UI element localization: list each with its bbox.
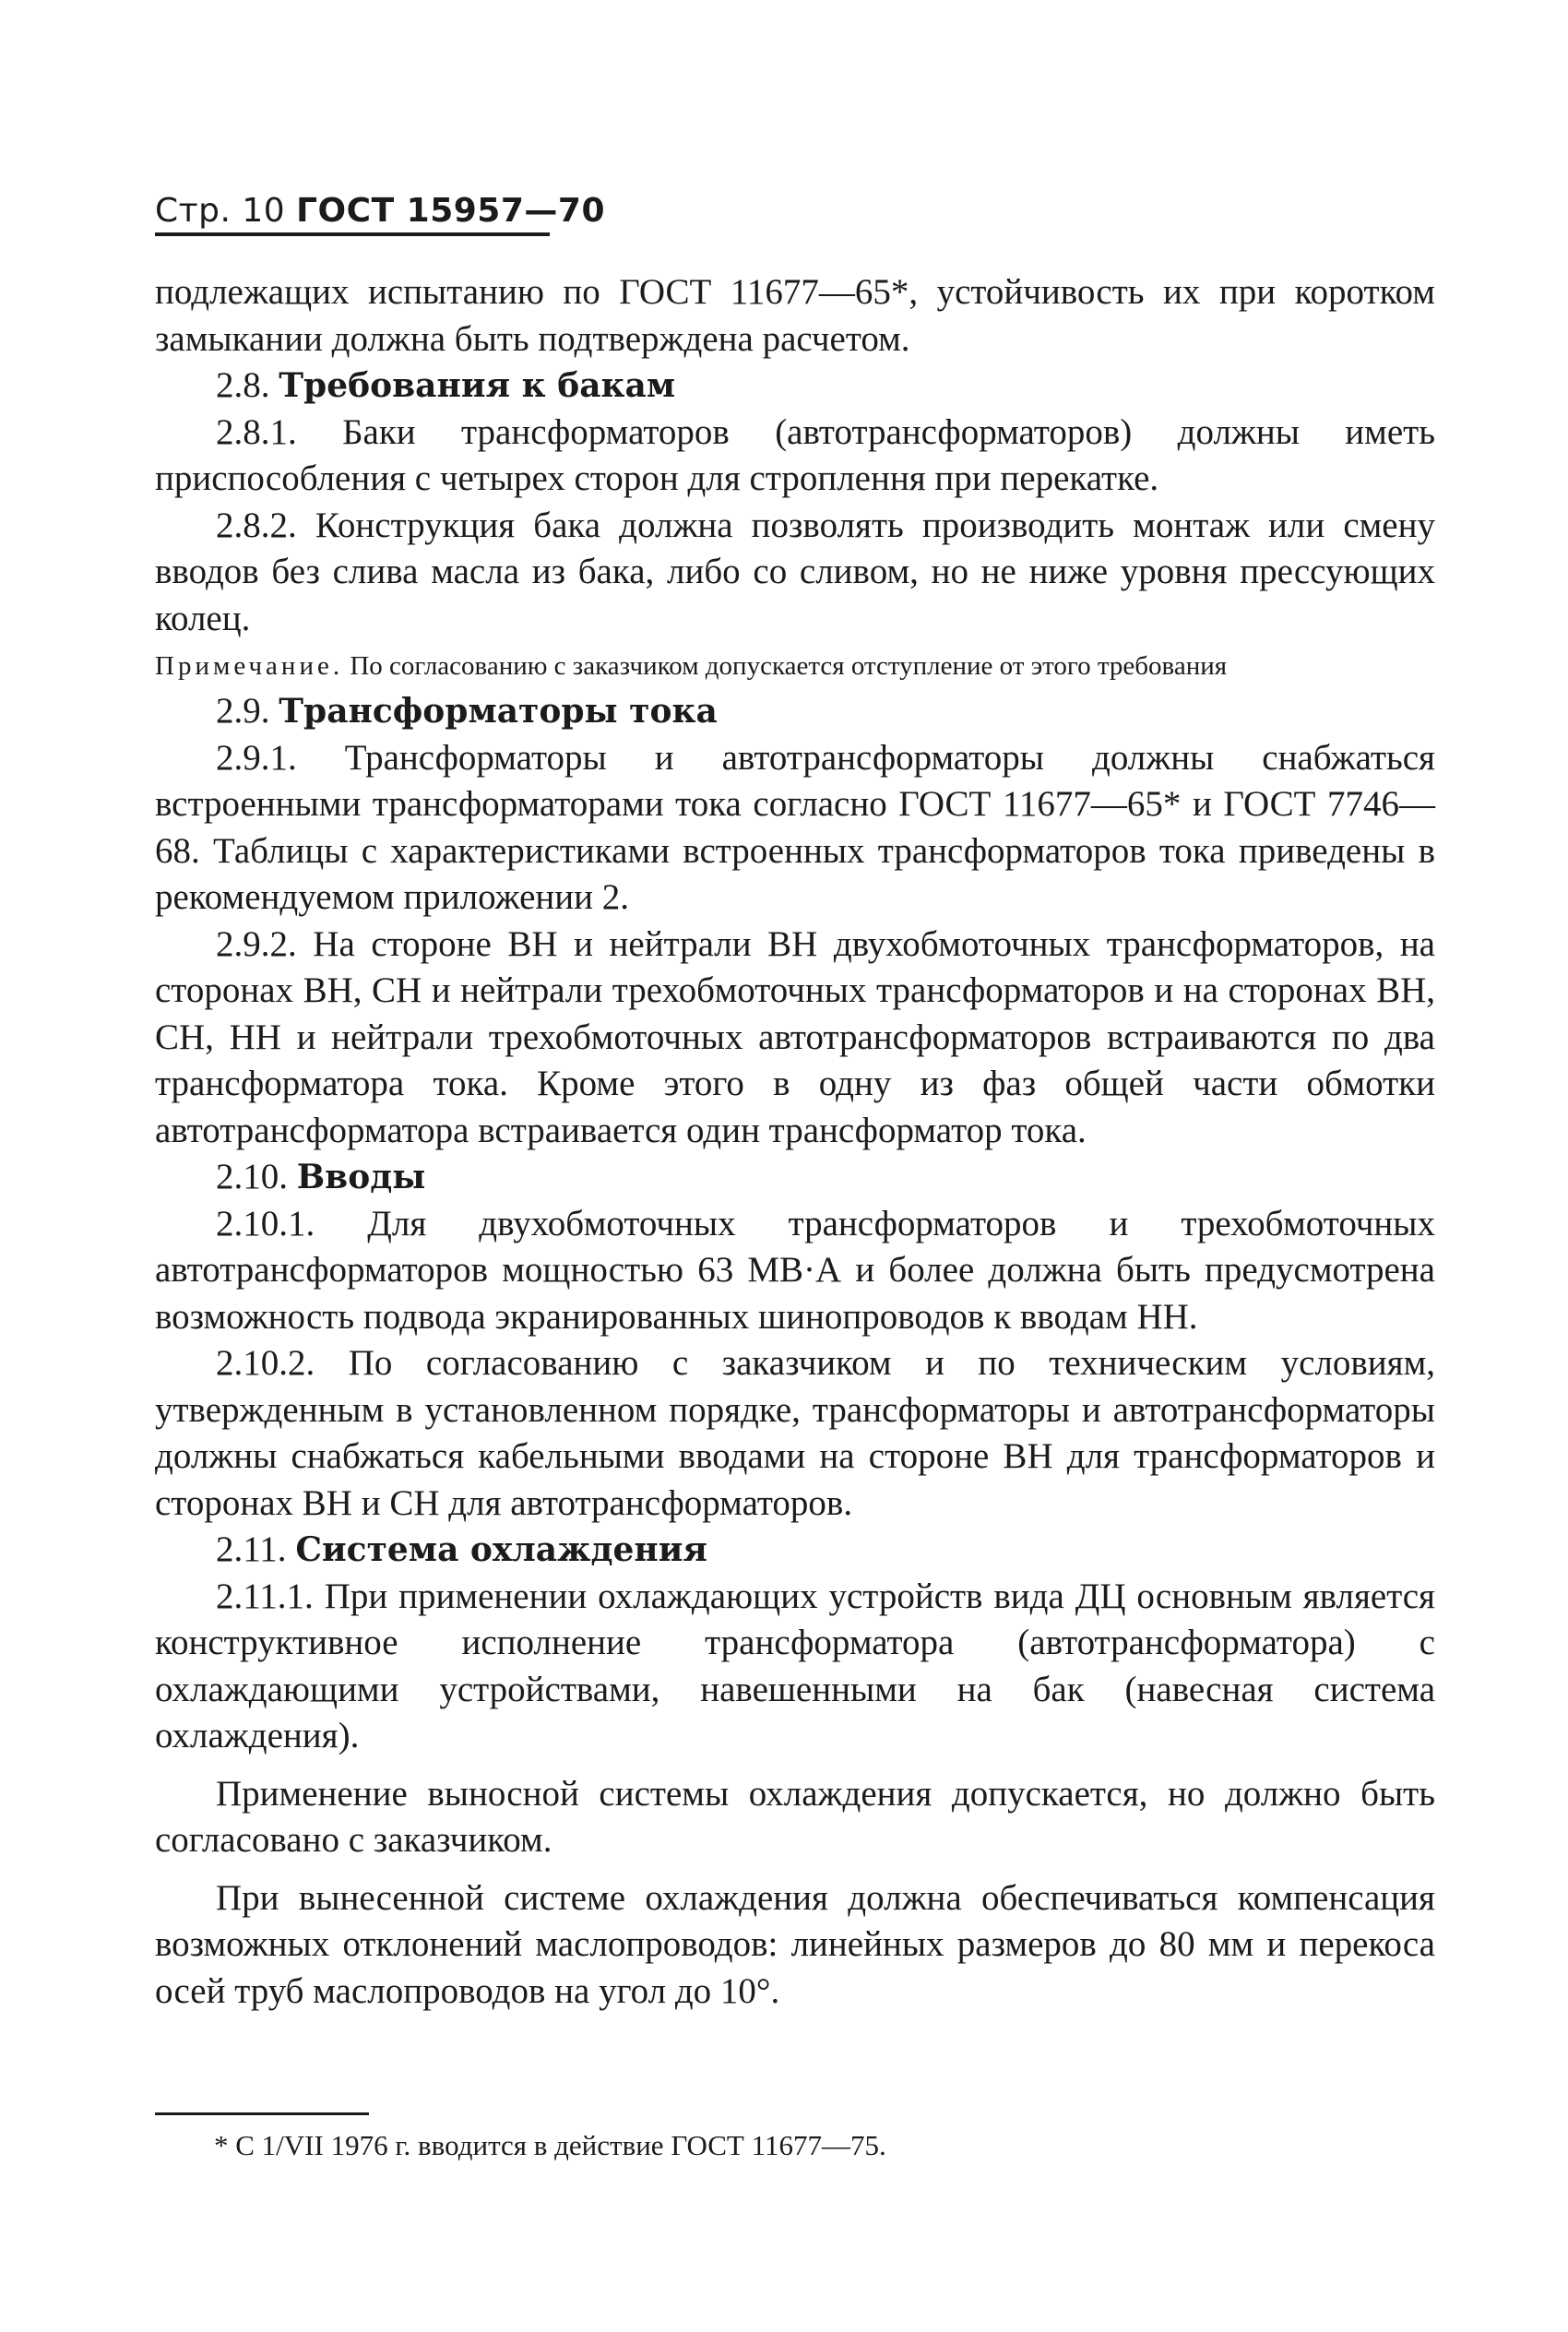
section-number: 2.9.: [216, 691, 270, 731]
paragraph-remote-cooling: Применение выносной системы охлаждения допускается, но должно быть согласовано с заказчиком.: [155, 1773, 1435, 1860]
section-number: 2.11.: [216, 1529, 287, 1569]
spacer: [155, 1864, 1435, 1875]
section-heading-2-10: [155, 1154, 1435, 1201]
header-rule: [155, 232, 550, 236]
paragraph-2-11-1: 2.11.1. При применении охлаждающих устройств вида ДЦ основным является конструктивное исполнение трансформатора (автотрансформатора) с охлаждающими устройствами, навешенными на бак (навесная система охлаждения).: [155, 1576, 1435, 1755]
footnote-rule: [155, 2112, 369, 2115]
section-title: Вводы: [296, 1158, 426, 1196]
paragraph-2-9-2: 2.9.2. На стороне ВН и нейтрали ВН двухобмоточных трансформаторов, на сторонах ВН, СН и нейтрали трехобмоточных трансформаторов и на сторонах ВН, СН, НН и нейтрали трехобмоточных автотрансформаторов встраиваются по два трансформатора тока. Кроме этого в одну из фаз общей части обмотки автотрансформатора встраивается один трансформатор тока.: [155, 923, 1435, 1150]
section-title: Трансформаторы тока: [279, 692, 718, 731]
section-number: 2.8.: [216, 365, 270, 405]
note-text: По согласованию с заказчиком допускается отступление от этого требования: [350, 651, 1228, 681]
paragraph-2-8-2: 2.8.2. Конструкция бака должна позволять производить монтаж или смену вводов без слива масла из бака, либо со сливом, но не ниже уровня прессующих колец.: [155, 505, 1435, 638]
document-body: [155, 269, 1435, 2015]
standard-code: ГОСТ 15957—70: [296, 192, 606, 230]
page-header: [155, 192, 605, 230]
note: [155, 649, 1435, 683]
section-heading-2-8: [155, 363, 1435, 410]
paragraph-compensation: При вынесенной системе охлаждения должна обеспечиваться компенсация возможных отклонений маслопроводов: линейных размеров до 80 мм и перекоса осей труб маслопроводов на угол до 10°.: [155, 1877, 1435, 2011]
paragraph-continued: подлежащих испытанию по ГОСТ 11677—65*, устойчивость их при коротком замыкании должна быть подтверждена расчетом.: [155, 272, 1435, 359]
footnote: * С 1/VII 1976 г. вводится в действие ГОСТ 11677—75.: [214, 2129, 886, 2161]
note-label: Примечание.: [155, 651, 344, 681]
paragraph-2-10-1: 2.10.1. Для двухобмоточных трансформаторов и трехобмоточных автотрансформаторов мощностью 63 МВ·А и более должна быть предусмотрена возможность подвода экранированных шинопроводов к вводам НН.: [155, 1203, 1435, 1337]
section-heading-2-9: [155, 688, 1435, 735]
spacer: [155, 1760, 1435, 1771]
page-number: Стр. 10: [155, 192, 286, 230]
section-title: Система охлаждения: [295, 1530, 708, 1569]
paragraph-2-8-1: 2.8.1. Баки трансформаторов (автотрансформаторов) должны иметь приспособления с четырех сторон для строплення при перекатке.: [155, 411, 1435, 498]
paragraph-2-9-1: 2.9.1. Трансформаторы и автотрансформаторы должны снабжаться встроенными трансформаторами тока согласно ГОСТ 11677—65* и ГОСТ 7746—68. Таблицы с характеристиками встроенных трансформаторов тока приведены в рекомендуемом приложении 2.: [155, 737, 1435, 917]
section-title: Требования к бакам: [279, 366, 676, 405]
section-number: 2.10.: [216, 1157, 288, 1196]
section-heading-2-11: [155, 1527, 1435, 1574]
paragraph-2-10-2: 2.10.2. По согласованию с заказчиком и по техническим условиям, утвержденным в установленном порядке, трансформаторы и автотрансформаторы должны снабжаться кабельными вводами на стороне ВН для трансформаторов и сторонах ВН и СН для автотрансформаторов.: [155, 1343, 1435, 1523]
